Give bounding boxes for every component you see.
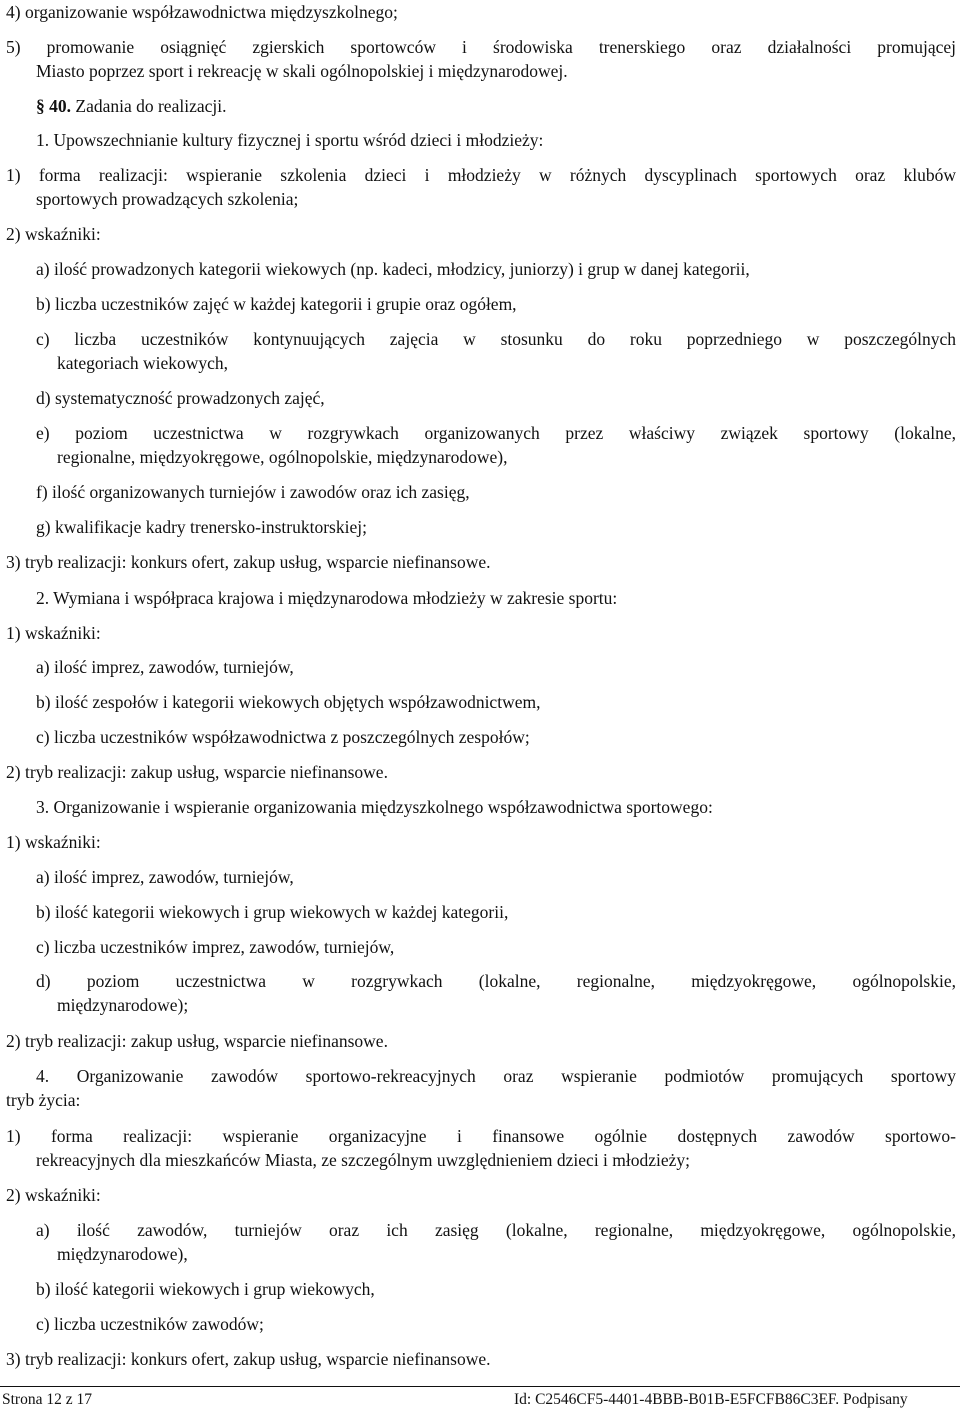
- list-item: 1) wskaźniki:: [6, 832, 101, 852]
- task-heading: 4. Organizowanie zawodów sportowo-rekreacyjnych oraz wspieranie podmiotów promujących sportowy: [36, 1066, 956, 1086]
- list-item: 2) wskaźniki:: [6, 224, 101, 244]
- task-heading: 2. Wymiana i współpraca krajowa i międzynarodowa młodzieży w zakresie sportu:: [36, 588, 618, 608]
- list-item: 1) forma realizacji: wspieranie szkolenia dzieci i młodzieży w różnych dyscyplinach sportowych oraz klubów: [6, 165, 956, 185]
- list-item: g) kwalifikacje kadry trenersko-instruktorskiej;: [36, 517, 367, 537]
- list-item: b) ilość kategorii wiekowych i grup wiekowych w każdej kategorii,: [36, 902, 509, 922]
- list-item: a) ilość zawodów, turniejów oraz ich zasięg (lokalne, regionalne, międzyokręgowe, ogólnopolskie,: [36, 1220, 956, 1240]
- footer-divider: [0, 1386, 960, 1387]
- list-item: 3) tryb realizacji: konkurs ofert, zakup usług, wsparcie niefinansowe.: [6, 552, 491, 572]
- list-item: d) systematyczność prowadzonych zajęć,: [36, 388, 325, 408]
- task-heading: 1. Upowszechnianie kultury fizycznej i sportu wśród dzieci i młodzieży:: [36, 130, 544, 150]
- section-mark: §: [36, 96, 50, 116]
- list-item: 2) wskaźniki:: [6, 1185, 101, 1205]
- list-item: 3) tryb realizacji: konkurs ofert, zakup usług, wsparcie niefinansowe.: [6, 1349, 491, 1369]
- section-title: Zadania do realizacji.: [71, 96, 227, 116]
- list-item: d) poziom uczestnictwa w rozgrywkach (lokalne, regionalne, międzyokręgowe, ogólnopolskie,: [36, 971, 956, 991]
- list-item: c) liczba uczestników współzawodnictwa z poszczególnych zespołów;: [36, 727, 530, 747]
- list-item: 5) promowanie osiągnięć zgierskich sportowców i środowiska trenerskiego oraz działalności promującej: [6, 37, 956, 57]
- task-heading-continuation: tryb życia:: [6, 1090, 81, 1110]
- section-number: 40.: [49, 96, 71, 116]
- list-item: 1) wskaźniki:: [6, 623, 101, 643]
- list-item-continuation: regionalne, międzyokręgowe, ogólnopolskie, międzynarodowe),: [57, 447, 508, 467]
- list-item: e) poziom uczestnictwa w rozgrywkach organizowanych przez właściwy związek sportowy (lokalne,: [36, 423, 956, 443]
- list-item: a) ilość imprez, zawodów, turniejów,: [36, 867, 294, 887]
- list-item: a) ilość imprez, zawodów, turniejów,: [36, 657, 294, 677]
- list-item-continuation: międzynarodowe),: [57, 1244, 188, 1264]
- list-item: 2) tryb realizacji: zakup usług, wsparcie niefinansowe.: [6, 762, 388, 782]
- list-item: c) liczba uczestników zawodów;: [36, 1314, 264, 1334]
- section-heading: [36, 94, 960, 118]
- list-item: c) liczba uczestników imprez, zawodów, turniejów,: [36, 937, 395, 957]
- list-item: b) ilość kategorii wiekowych i grup wiekowych,: [36, 1279, 375, 1299]
- list-item: f) ilość organizowanych turniejów i zawodów oraz ich zasięg,: [36, 482, 470, 502]
- list-item: b) liczba uczestników zajęć w każdej kategorii i grupie oraz ogółem,: [36, 294, 517, 314]
- list-item: b) ilość zespołów i kategorii wiekowych objętych współzawodnictwem,: [36, 692, 541, 712]
- task-heading: 3. Organizowanie i wspieranie organizowania międzyszkolnego współzawodnictwa sportowego:: [36, 797, 713, 817]
- list-item-continuation: międzynarodowe);: [57, 995, 189, 1015]
- list-item: 4) organizowanie współzawodnictwa międzyszkolnego;: [6, 2, 398, 22]
- list-item: 1) forma realizacji: wspieranie organizacyjne i finansowe ogólnie dostępnych zawodów sportowo-: [6, 1126, 956, 1146]
- list-item-continuation: kategoriach wiekowych,: [57, 353, 229, 373]
- list-item-continuation: Miasto poprzez sport i rekreację w skali ogólnopolskiej i międzynarodowej.: [36, 61, 568, 81]
- document-id: Id: C2546CF5-4401-4BBB-B01B-E5FCFB86C3EF. Podpisany: [514, 1391, 908, 1408]
- page-number: Strona 12 z 17: [2, 1391, 92, 1408]
- list-item: c) liczba uczestników kontynuujących zajęcia w stosunku do roku poprzedniego w poszczególnych: [36, 329, 956, 349]
- list-item: a) ilość prowadzonych kategorii wiekowych (np. kadeci, młodzicy, juniorzy) i grup w danej kategorii,: [36, 259, 750, 279]
- list-item-continuation: sportowych prowadzących szkolenia;: [36, 189, 299, 209]
- list-item: 2) tryb realizacji: zakup usług, wsparcie niefinansowe.: [6, 1031, 388, 1051]
- list-item-continuation: rekreacyjnych dla mieszkańców Miasta, ze szczególnym uwzględnieniem dzieci i młodzieży;: [36, 1150, 691, 1170]
